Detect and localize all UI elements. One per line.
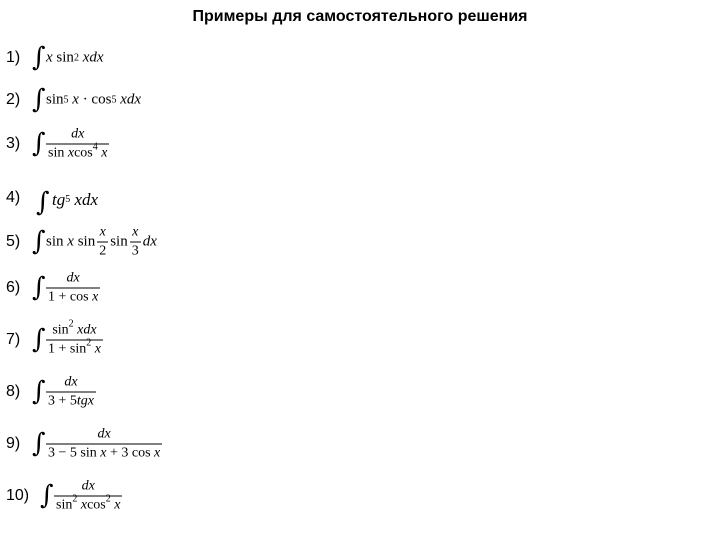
- item-number: 10): [6, 487, 30, 504]
- integral-expression: sin 5 x · cos 5 xdx: [46, 91, 142, 108]
- integral-sign: ∫: [32, 42, 46, 73]
- item-number: 1): [6, 49, 21, 66]
- integral-sign: ∫: [32, 376, 46, 407]
- integral-expression: $\frac{dx}{\text{3 + 5tgx}}$: [48, 374, 95, 409]
- integral-expression: sin x sin $\frac{x}{2}$ sin $\frac{x}{3}$ dx: [46, 224, 157, 259]
- item-number: 8): [6, 383, 21, 400]
- integral-sign: ∫: [32, 428, 46, 459]
- integral-expression: $\frac{dx}{\sin xcos^4 x}$: [48, 126, 108, 161]
- item-number: 2): [6, 91, 21, 108]
- item-number: 6): [6, 279, 21, 296]
- page-title: Примеры для самостоятельного решения: [192, 8, 528, 25]
- integral-expression: tg 5 xdx: [52, 190, 99, 210]
- integral-expression: $\frac{dx}{\text{3 − 5 sin x + 3 cos x}}$: [48, 426, 161, 461]
- item-number: 7): [6, 331, 21, 348]
- integral-sign: ∫: [32, 84, 46, 115]
- item-number: 9): [6, 435, 21, 452]
- integral-sign: ∫: [36, 187, 50, 218]
- integral-sign: ∫: [40, 480, 54, 511]
- integral-expression: $\frac{\sin^2 xdx}{1 + \sin^2 x}$: [48, 318, 101, 357]
- item-number: 5): [6, 233, 21, 250]
- integral-expression: $\frac{dx}{\text{1 + cos x}}$: [48, 270, 99, 305]
- integral-sign: ∫: [32, 324, 46, 355]
- integral-sign: ∫: [32, 226, 46, 257]
- integral-sign: ∫: [32, 272, 46, 303]
- integral-sign: ∫: [32, 128, 46, 159]
- integral-expression: x sin 2 xdx: [46, 49, 104, 66]
- item-number: 3): [6, 135, 21, 152]
- item-number: 4): [6, 189, 21, 206]
- integral-expression: $\frac{dx}{\sin^2 xcos^2 x}$: [56, 478, 121, 513]
